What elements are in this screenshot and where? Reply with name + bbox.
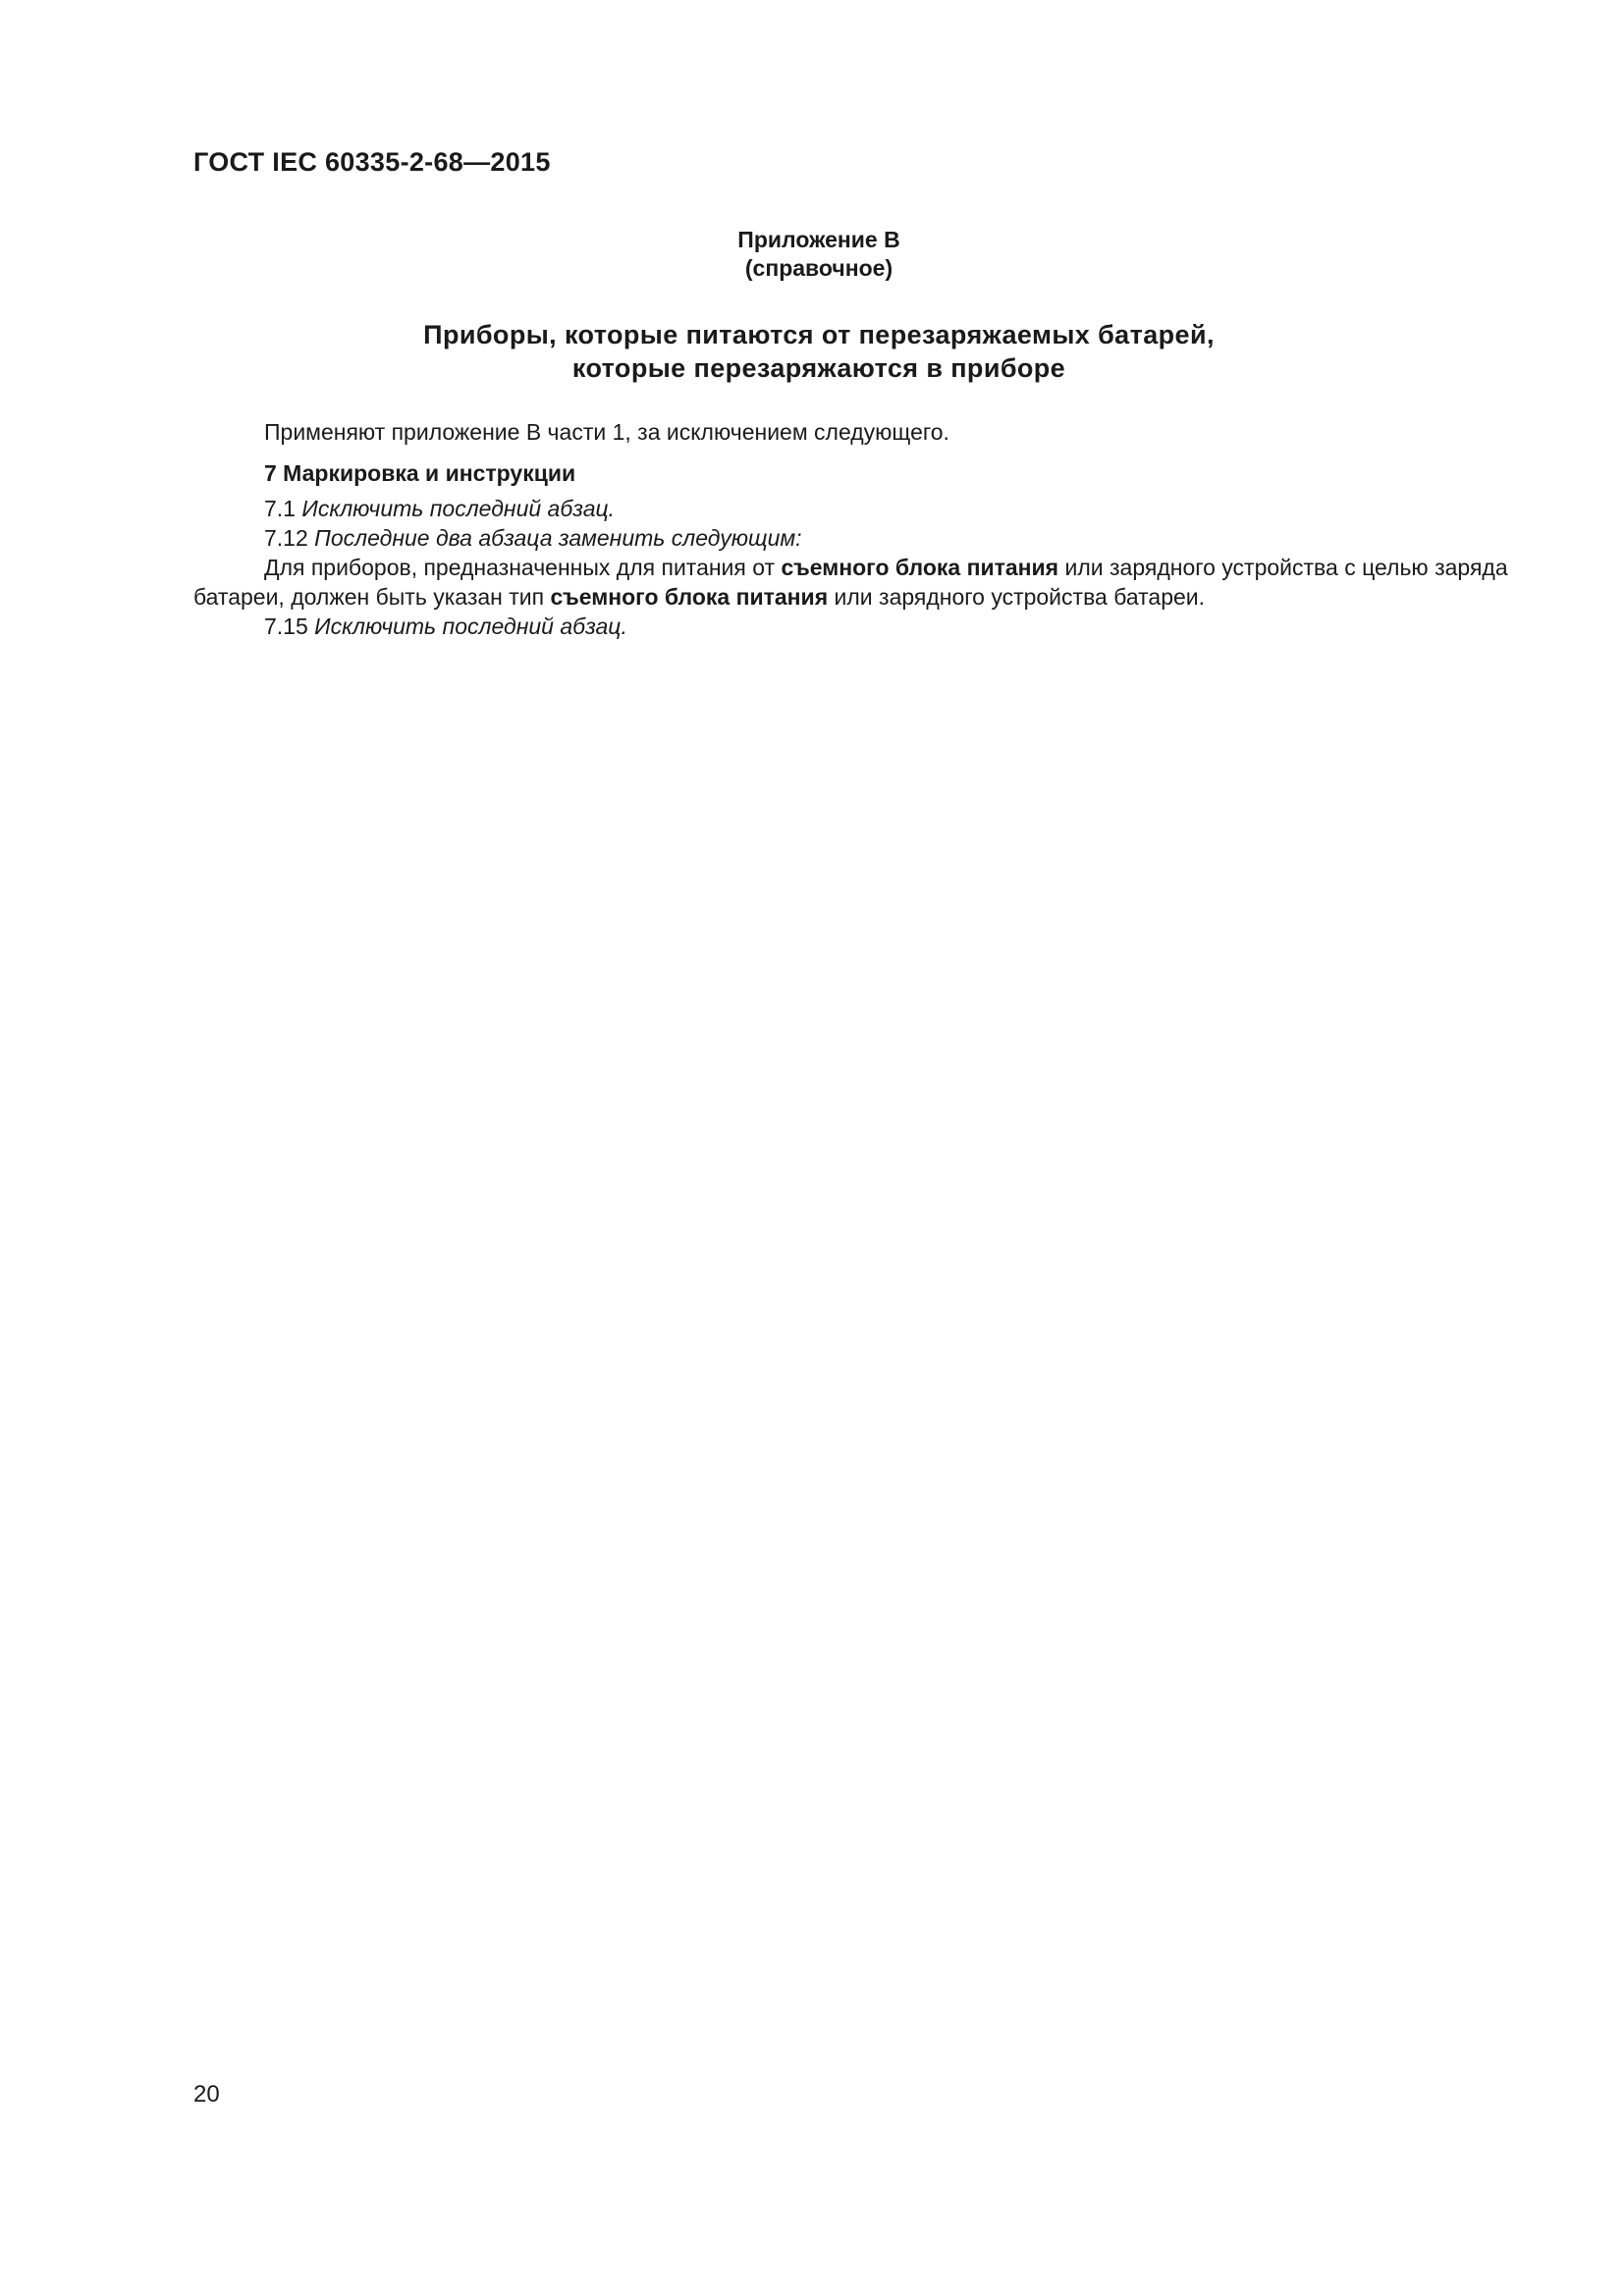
item-text: Последние два абзаца заменить следующим:	[314, 525, 802, 551]
annex-heading-line-2: которые перезаряжаются в приборе	[571, 353, 1066, 383]
replacement-text-3: или зарядного устройства батареи.	[828, 584, 1206, 610]
item-number: 7.12	[264, 525, 308, 551]
page-number: 20	[193, 2081, 220, 2108]
replacement-paragraph	[193, 553, 1531, 612]
annex-label-block	[0, 226, 1624, 283]
item-7-12	[193, 523, 1531, 553]
item-7-1	[193, 494, 1531, 523]
replacement-text-1: Для приборов, предназначенных для питания от	[264, 555, 782, 580]
intro-paragraph: Применяют приложение В части 1, за исключением следующего.	[264, 419, 949, 445]
annex-heading-line-1: Приборы, которые питаются от перезаряжаемых батарей,	[423, 320, 1215, 349]
replacement-text-2: или зарядного устройства с целью заряда батареи, должен быть указан тип	[193, 555, 1508, 610]
item-text: Исключить последний абзац.	[314, 614, 627, 639]
item-number: 7.15	[264, 614, 308, 639]
document-code: ГОСТ IEC 60335-2-68—2015	[193, 147, 551, 177]
annex-heading	[0, 318, 1624, 385]
item-7-15	[193, 612, 1531, 641]
item-number: 7.1	[264, 496, 296, 521]
annex-title: Приложение В	[737, 227, 900, 252]
replacement-term-1: съемного блока питания	[781, 555, 1059, 580]
body-text	[193, 417, 1531, 641]
replacement-term-2: съемного блока питания	[550, 584, 829, 610]
annex-kind: (справочное)	[744, 255, 893, 281]
section-heading: 7 Маркировка и инструкции	[264, 460, 576, 486]
item-text: Исключить последний абзац.	[301, 496, 616, 521]
